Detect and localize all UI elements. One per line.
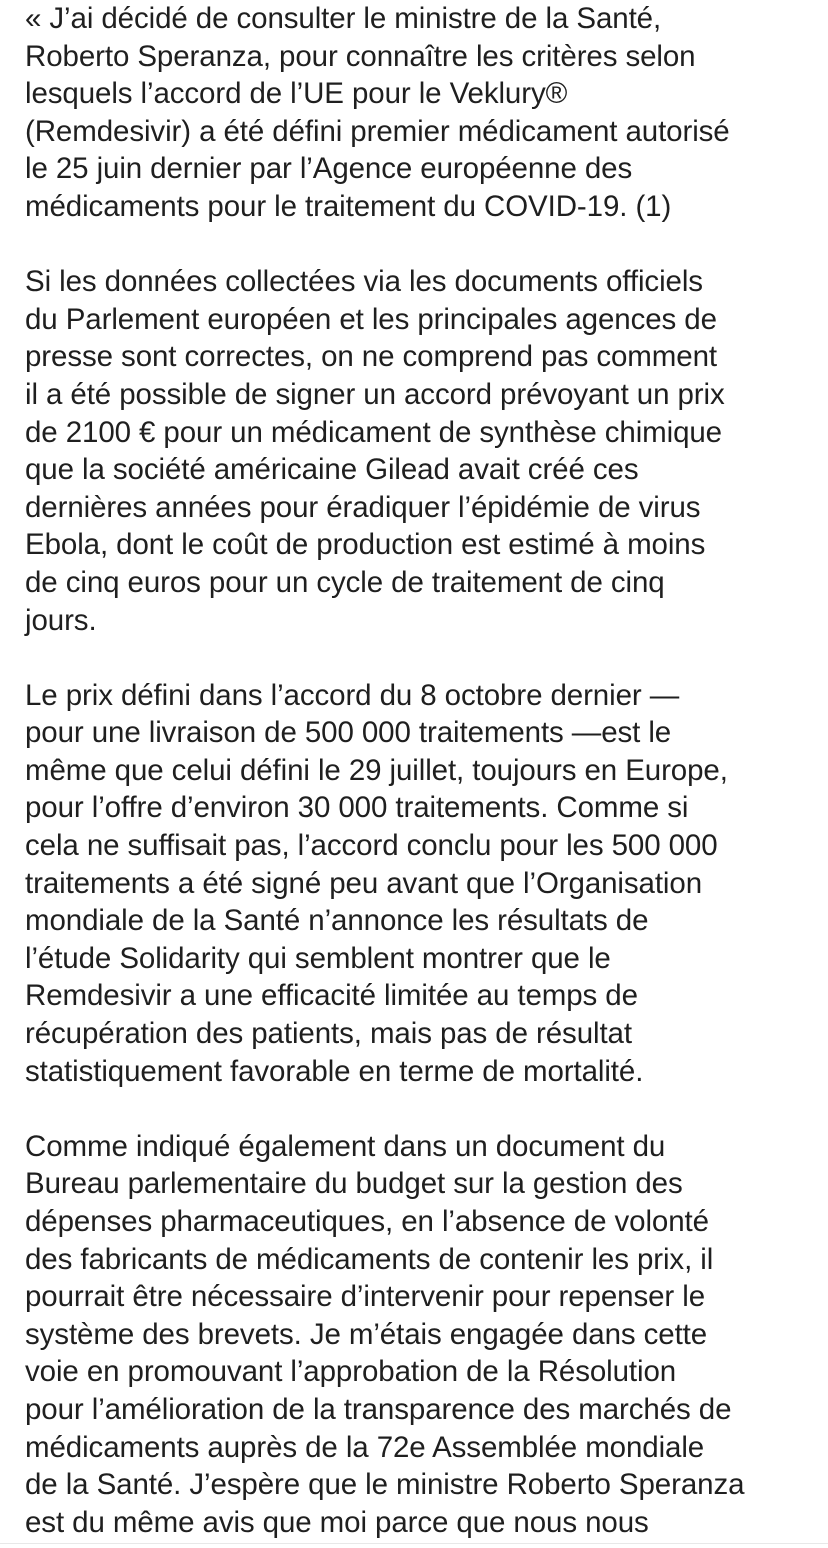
text-line: pourrait être nécessaire d’intervenir pour repenser le [25, 1280, 706, 1314]
article-body [25, 0, 815, 1548]
paragraph-2 [25, 263, 815, 639]
text-line: « J’ai décidé de consulter le ministre de la Santé, [25, 2, 662, 35]
text-line: de 2100 € pour un médicament de synthèse chimique [25, 415, 722, 449]
text-line: Comme indiqué également dans un document du [25, 1129, 666, 1163]
text-line: pour une livraison de 500 000 traitements —est le [25, 716, 672, 750]
text-line: du Parlement européen et les principales agences de [25, 302, 717, 336]
text-line: Si les données collectées via les documents officiels [25, 265, 703, 299]
text-line: (Remdesivir) a été défini premier médicament autorisé [25, 114, 730, 148]
text-line: statistiquement favorable en terme de mortalité. [25, 1054, 644, 1088]
text-line: traitements a été signé peu avant que l’Organisation [25, 866, 703, 900]
text-line: pour l’amélioration de la transparence des marchés de [25, 1392, 732, 1426]
text-line: jours. [25, 603, 97, 637]
paragraph-1 [25, 0, 815, 226]
text-line: pour l’offre d’environ 30 000 traitements. Comme si [25, 791, 689, 825]
text-line: le 25 juin dernier par l’Agence européenne des [25, 152, 633, 186]
text-line: de cinq euros pour un cycle de traitement de cinq [25, 565, 665, 599]
text-line: l’étude Solidarity qui semblent montrer que le [25, 941, 611, 975]
text-line: de la Santé. J’espère que le ministre Roberto Speranza [25, 1468, 745, 1502]
text-line: médicaments auprès de la 72e Assemblée mondiale [25, 1430, 705, 1464]
text-line: Ebola, dont le coût de production est estimé à moins [25, 528, 706, 562]
text-line: il a été possible de signer un accord prévoyant un prix [25, 377, 725, 411]
bottom-divider [0, 1543, 828, 1544]
text-line: Remdesivir a une efficacité limitée au temps de [25, 979, 638, 1013]
text-line: dernières années pour éradiquer l’épidémie de virus [25, 490, 701, 524]
text-line: Bureau parlementaire du budget sur la gestion des [25, 1167, 683, 1201]
text-line: est du même avis que moi parce que nous nous [25, 1505, 649, 1539]
text-line: lesquels l’accord de l’UE pour le Veklury® [25, 77, 568, 111]
text-line: cela ne suffisait pas, l’accord conclu pour les 500 000 [25, 829, 718, 863]
text-line: Le prix défini dans l’accord du 8 octobre dernier — [25, 678, 680, 712]
text-line: récupération des patients, mais pas de résultat [25, 1017, 632, 1051]
text-line: médicaments pour le traitement du COVID-19. (1) [25, 189, 672, 223]
paragraph-4 [25, 1128, 815, 1542]
text-line: dépenses pharmaceutiques, en l’absence de volonté [25, 1205, 709, 1238]
text-line: Roberto Speranza, pour connaître les critères selon [25, 39, 696, 73]
text-line: presse sont correctes, on ne comprend pas comment [25, 340, 717, 374]
paragraph-3 [25, 677, 815, 1091]
text-line: système des brevets. Je m’étais engagée dans cette [25, 1317, 708, 1351]
text-line: que la société américaine Gilead avait créé ces [25, 453, 639, 487]
text-line: même que celui défini le 29 juillet, toujours en Europe, [25, 753, 728, 787]
text-line: voie en promouvant l’approbation de la Résolution [25, 1355, 677, 1389]
text-line: des fabricants de médicaments de contenir les prix, il [25, 1242, 714, 1276]
text-line: mondiale de la Santé n’annonce les résultats de [25, 904, 649, 938]
